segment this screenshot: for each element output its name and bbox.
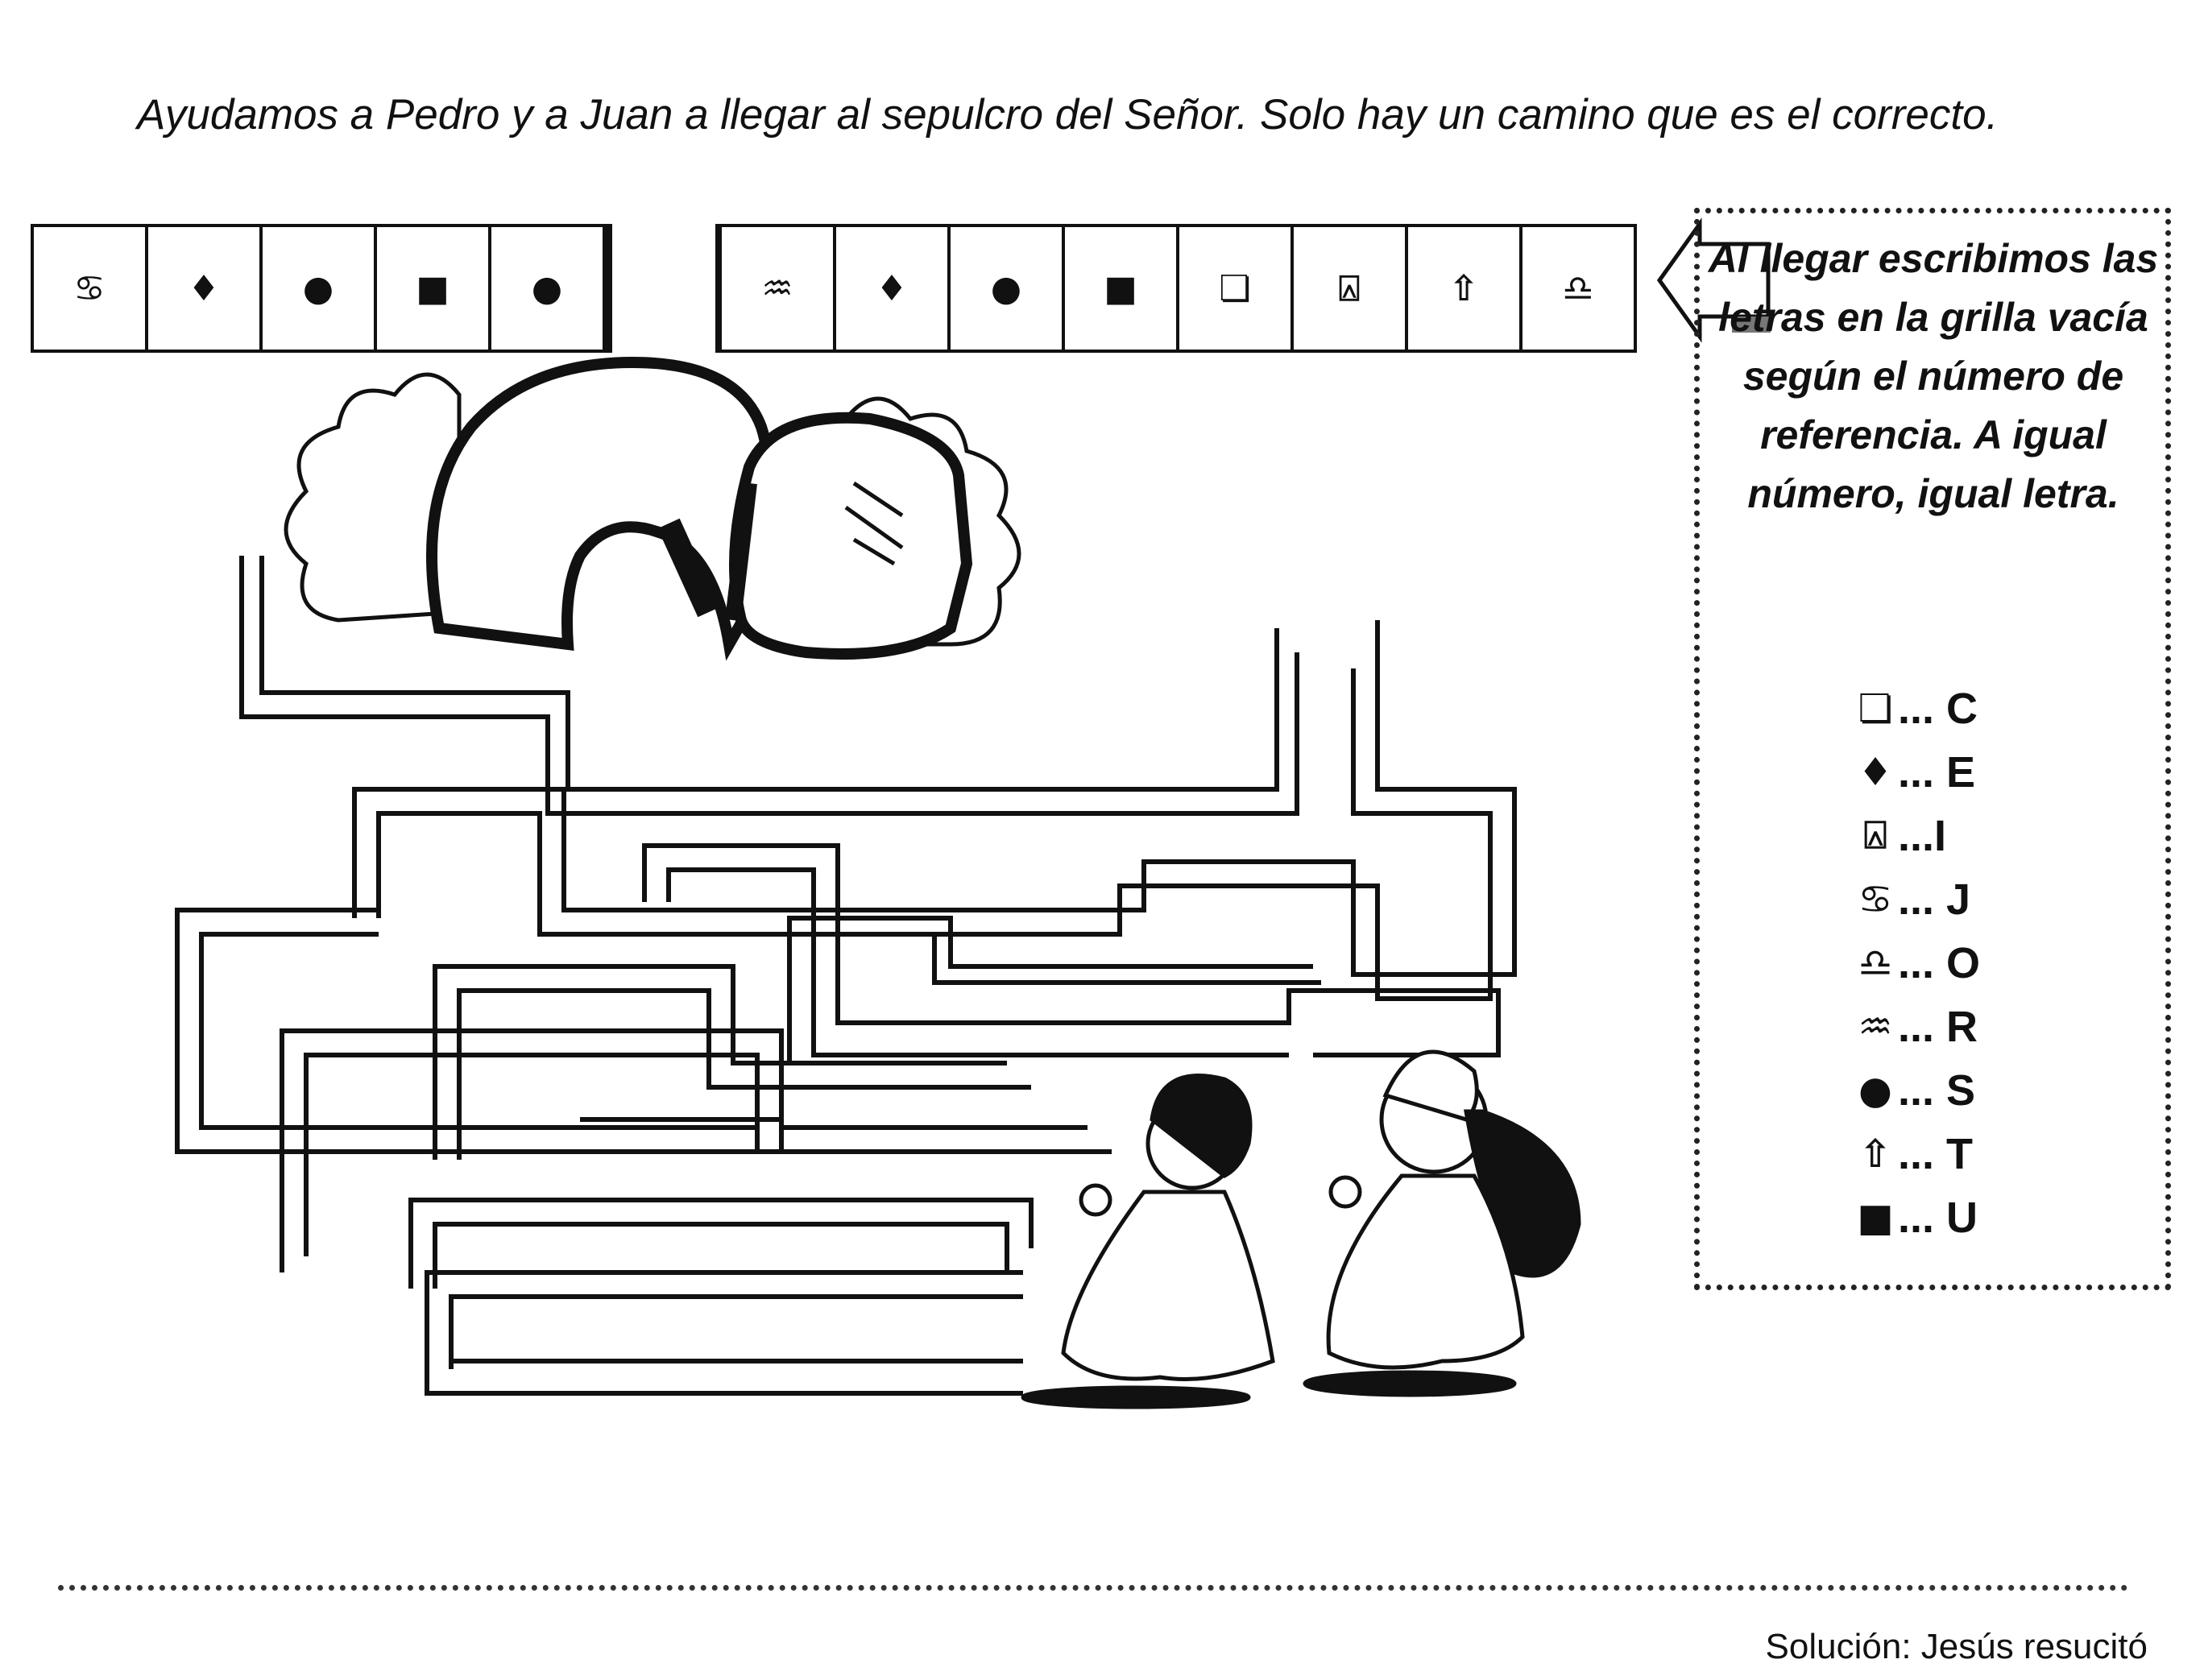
shadowed-square-icon: ❏ — [1858, 685, 1893, 731]
circle-icon: ● — [531, 267, 563, 309]
libra-glyph-icon: ♎ — [1562, 267, 1594, 309]
diamond-icon: ♦ — [876, 267, 908, 309]
circle-icon: ● — [990, 267, 1022, 309]
instruction-text: Ayudamos a Pedro y a Juan a llegar al sepulcro del Señor. Solo hay un camino que es el correcto. — [137, 91, 1999, 139]
legend-item: ■ ... U — [1853, 1186, 2094, 1249]
up-arrow-icon: ⇧ — [1448, 267, 1479, 309]
peter-figure — [1305, 1052, 1579, 1395]
up-arrow-icon: ⇧ — [1858, 1131, 1892, 1177]
legend-item: ⍓ ...I — [1853, 804, 2094, 867]
legend-item: ⇧ ... T — [1853, 1122, 2094, 1186]
square-icon: ■ — [416, 267, 450, 309]
boxed-triangle-icon: ⍓ — [1338, 267, 1361, 309]
solution-text: Solución: Jesús resucitó — [1765, 1627, 2148, 1666]
legend-item: ♒ ... R — [1853, 995, 2094, 1058]
square-icon: ■ — [1857, 1194, 1894, 1240]
legend-item: ● ... S — [1853, 1058, 2094, 1122]
legend-item: ♎ ... O — [1853, 931, 2094, 995]
aquarius-glyph-icon: ♒ — [1858, 1003, 1893, 1049]
separator-line — [58, 1585, 2128, 1591]
diamond-icon: ♦ — [188, 267, 220, 309]
legend-item: ❏ ... C — [1853, 677, 2094, 740]
aquarius-glyph-icon: ♒ — [761, 267, 793, 309]
circle-icon: ● — [302, 267, 334, 309]
maze-paths — [177, 556, 1514, 1393]
diamond-icon: ♦ — [1858, 749, 1893, 795]
legend-item: ♋ ... J — [1853, 867, 2094, 931]
boxed-triangle-icon: ⍓ — [1863, 813, 1887, 858]
libra-glyph-icon: ♎ — [1858, 940, 1893, 986]
cancer-glyph-icon: ♋ — [73, 267, 106, 309]
cancer-glyph-icon: ♋ — [1858, 876, 1893, 922]
legend-item: ♦ ... E — [1853, 740, 2094, 804]
square-icon: ■ — [1104, 267, 1137, 309]
legend-instructions: Al llegar escribimos las letras en la grilla vacía según el número de referencia. A igual número, igual letra. — [1708, 236, 2159, 516]
circle-icon: ● — [1858, 1067, 1892, 1113]
shadowed-square-icon: ❏ — [1219, 267, 1251, 309]
